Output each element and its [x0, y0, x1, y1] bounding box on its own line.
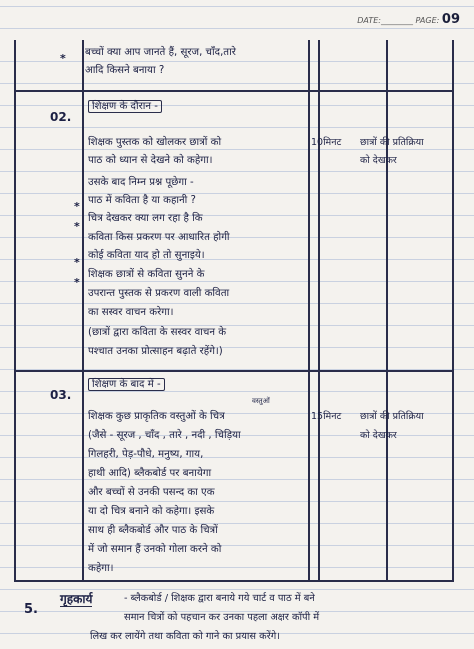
homework-line: - ब्लैकबोर्ड / शिक्षक द्वारा बनाये गये चार्ट व पाठ में बने: [124, 593, 315, 604]
body-line: कोई कविता याद हो तो सुनाइये।: [88, 250, 205, 261]
body-line: या दो चित्र बनाने को कहेगा। इसके: [88, 506, 215, 517]
margin-line: [14, 40, 16, 580]
column-divider: [318, 40, 320, 580]
activity-line: को देखकर: [360, 155, 397, 166]
activity-line: को देखकर: [360, 430, 397, 441]
activity-line: छात्रों की प्रतिक्रिया: [360, 411, 424, 422]
bullet-star: *: [60, 52, 66, 65]
body-line: उसके बाद निम्न प्रश्न पूछेगा -: [88, 177, 194, 188]
body-line: शिक्षक पुस्तक को खोलकर छात्रों को: [88, 137, 222, 148]
bullet-star: *: [74, 256, 80, 269]
body-line: का सस्वर वाचन करेगा।: [88, 307, 174, 318]
bullet-star: *: [74, 200, 80, 213]
page-number: 09: [441, 12, 460, 27]
question-line: बच्चों क्या आप जानते हैं, सूरज, चाँद,तारे: [85, 47, 236, 58]
section-heading: [88, 376, 165, 394]
body-line: हाथी आदि) ब्लैकबोर्ड पर बनायेगा: [88, 468, 212, 479]
body-line: शिक्षक कुछ प्राकृतिक वस्तुओं के चित्र: [88, 411, 225, 422]
body-line: गिलहरी, पेड़-पौधे, मनुष्य, गाय,: [88, 449, 204, 460]
superscript-note: वस्तुओं: [252, 397, 270, 405]
section-number: 02.: [50, 110, 72, 124]
homework-heading-text: गृहकार्य: [60, 592, 93, 606]
section-heading-text: शिक्षण के बाद में -: [88, 378, 165, 391]
date-label: DATE:: [357, 16, 381, 25]
body-line: उपरान्त पुस्तक से प्रकरण वाली कविता: [88, 288, 230, 299]
body-line: पाठ को ध्यान से देखने को कहेगा।: [88, 155, 213, 166]
homework-number: 5.: [24, 602, 38, 617]
body-line: (जैसे - सूरज , चाँद , तारे , नदी , चिड़िया: [88, 430, 241, 441]
body-line: शिक्षक छात्रों से कविता सुनने के: [88, 269, 205, 280]
page-label: PAGE:: [415, 16, 440, 25]
body-line: पश्चात उनका प्रोत्साहन बढ़ाते रहेंगे।): [88, 346, 223, 357]
section-number: 03.: [50, 388, 72, 402]
homework-line: लिख कर लायेंगे तथा कविता को गाने का प्रयास करेंगे।: [90, 631, 280, 642]
section-heading: [88, 98, 162, 116]
time-value: 15मिनट: [311, 411, 342, 422]
body-line: कविता किस प्रकरण पर आधारित होगी: [88, 232, 230, 243]
question-line: आदि किसने बनाया ?: [85, 65, 165, 76]
homework-line: समान चित्रों को पहचान कर उनका पहला अक्षर कॉपी में: [124, 612, 320, 623]
section-heading-text: शिक्षण के दौरान -: [88, 100, 162, 113]
row-separator: [14, 370, 454, 372]
activity-line: छात्रों की प्रतिक्रिया: [360, 137, 424, 148]
page-header: DATE:________ PAGE: 09: [357, 12, 460, 27]
column-divider: [452, 40, 454, 580]
body-line: में जो समान हैं उनको गोला करने को: [88, 544, 222, 555]
bullet-star: *: [74, 220, 80, 233]
body-line: कहेगा।: [88, 563, 114, 574]
body-line: साथ ही ब्लैकबोर्ड और पाठ के चित्रों: [88, 525, 218, 536]
row-separator: [14, 90, 454, 92]
homework-heading: [60, 590, 92, 608]
body-line: (छात्रों द्वारा कविता के सस्वर वाचन के: [88, 327, 227, 338]
body-line: पाठ में कविता है या कहानी ?: [88, 195, 196, 206]
body-line: चित्र देखकर क्या लग रहा है कि: [88, 213, 203, 224]
bullet-star: *: [74, 276, 80, 289]
column-divider: [308, 40, 310, 580]
time-value: 10मिनट: [311, 137, 342, 148]
row-separator: [14, 580, 454, 582]
column-divider: [82, 40, 84, 580]
column-divider: [386, 40, 388, 580]
body-line: और बच्चों से उनकी पसन्द का एक: [88, 487, 215, 498]
